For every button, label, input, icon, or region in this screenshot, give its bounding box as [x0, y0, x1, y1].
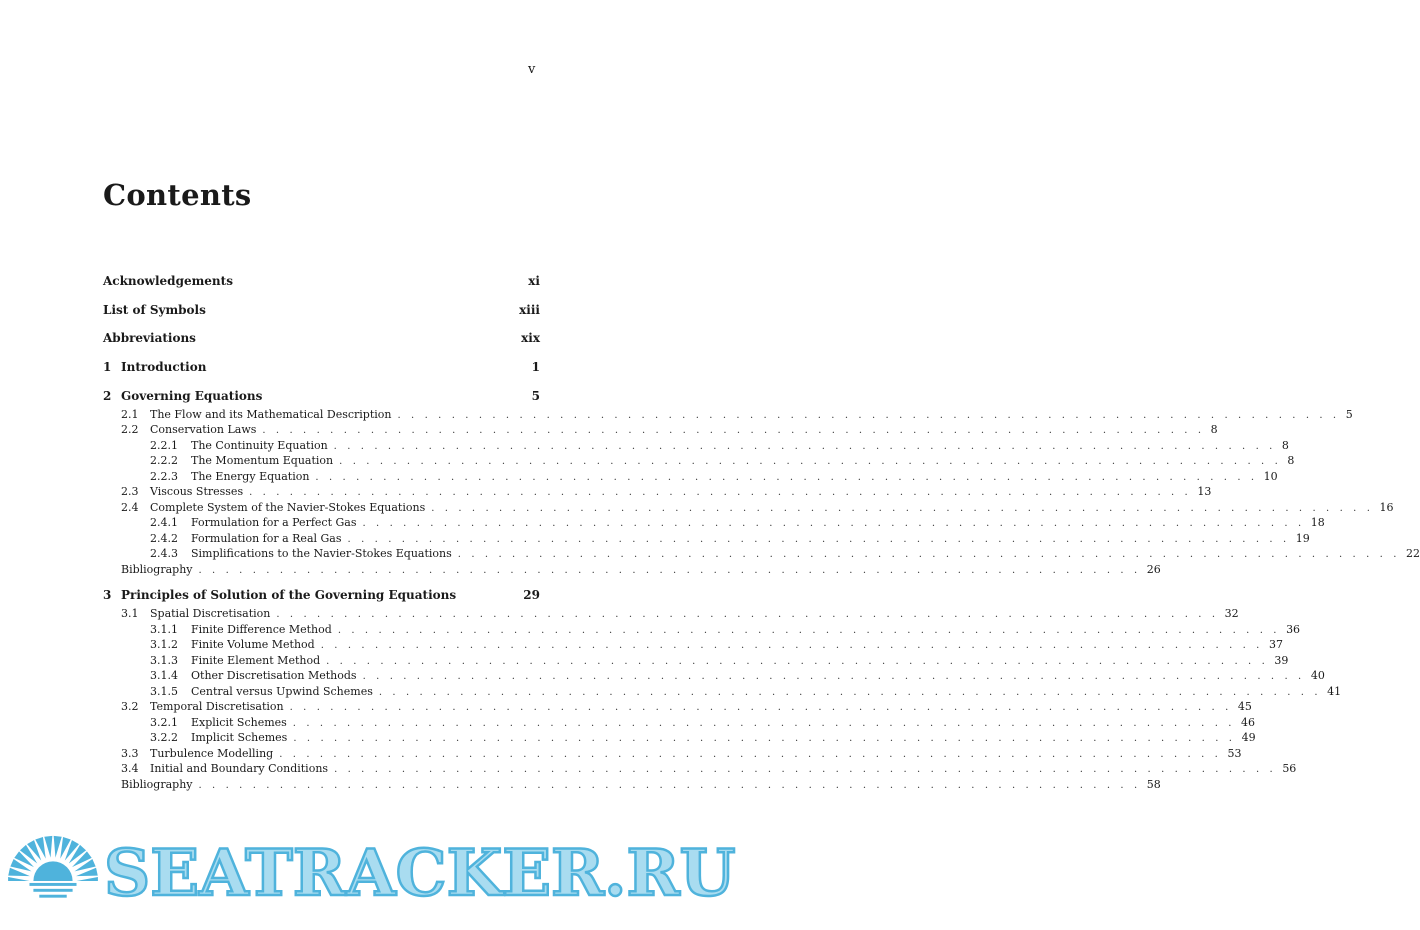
- toc-entry-page: 56: [1282, 762, 1297, 775]
- dot-leader: [290, 702, 1232, 713]
- toc-entry-label: Finite Difference Method: [191, 622, 332, 636]
- toc-entry-label: Governing Equations: [121, 388, 263, 403]
- toc-entry-subsection[interactable]: [103, 531, 1310, 548]
- toc-entry-page: 16: [1379, 500, 1394, 514]
- toc-entry-label: Simplifications to the Navier-Stokes Equations: [191, 547, 452, 560]
- dot-leader: [326, 656, 1268, 667]
- toc-entry-front[interactable]: [103, 331, 540, 360]
- toc-entry-page: 41: [1327, 684, 1342, 698]
- toc-entry-subsection[interactable]: [103, 638, 1283, 654]
- toc-entry-chapter[interactable]: [103, 360, 540, 379]
- page-number: v: [528, 62, 536, 77]
- toc-entry-number: 2: [103, 388, 112, 403]
- toc-entry-label: Explicit Schemes: [191, 715, 287, 729]
- sun-icon: [4, 832, 102, 930]
- watermark-text: SEATRACKER.RU: [104, 836, 736, 911]
- toc-entry-section[interactable]: [103, 700, 1252, 716]
- toc-entry-number: 3.1.5: [150, 684, 178, 698]
- toc-entry-page: 8: [1281, 438, 1289, 452]
- watermark: [0, 820, 736, 928]
- toc-entry-number: 2.2.2: [150, 454, 178, 467]
- toc-entry-page: 40: [1310, 669, 1325, 682]
- toc-entry-number: 3.1.2: [150, 638, 178, 651]
- dot-leader: [348, 534, 1290, 545]
- toc-entry-bib[interactable]: [103, 562, 1161, 579]
- toc-entry-number: 2.4.1: [150, 516, 178, 529]
- toc-entry-subsection[interactable]: [103, 653, 1289, 670]
- toc-entry-label: Central versus Upwind Schemes: [191, 684, 373, 698]
- toc-entry-page: xiii: [519, 302, 540, 317]
- dot-leader: [362, 518, 1304, 529]
- toc-entry-section[interactable]: [103, 423, 1218, 439]
- dot-leader: [334, 441, 1276, 452]
- toc-entry-bib[interactable]: [103, 777, 1161, 794]
- toc-entry-label: Acknowledgements: [103, 274, 233, 288]
- toc-entry-label: Formulation for a Perfect Gas: [191, 516, 357, 529]
- toc-entry-page: 29: [523, 588, 540, 602]
- dot-leader: [293, 733, 1235, 744]
- toc-entry-number: 3.1.3: [150, 653, 178, 667]
- toc-entry-number: 3.1.4: [150, 669, 178, 682]
- toc-entry-label: The Flow and its Mathematical Description: [150, 407, 392, 421]
- toc-entry-label: Complete System of the Navier-Stokes Equations: [150, 500, 426, 514]
- toc-entry-label: Temporal Discretisation: [150, 700, 284, 713]
- dot-leader: [321, 640, 1263, 651]
- dot-leader: [458, 549, 1400, 560]
- toc-entry-label: Bibliography: [121, 562, 193, 576]
- toc-entry-subsection[interactable]: [103, 622, 1301, 639]
- toc-entry-number: 2.4: [121, 500, 139, 514]
- dot-leader: [397, 410, 1339, 421]
- toc-entry-number: 3: [103, 588, 112, 602]
- dot-leader: [293, 718, 1235, 729]
- toc-entry-page: 45: [1237, 700, 1252, 713]
- toc-entry-section[interactable]: [103, 500, 1394, 517]
- dot-leader: [379, 687, 1321, 698]
- toc-entry-label: Principles of Solution of the Governing Equations: [121, 588, 457, 602]
- toc-entry-subsection[interactable]: [103, 715, 1256, 732]
- toc-entry-section[interactable]: [103, 762, 1297, 778]
- toc-entry-label: Formulation for a Real Gas: [191, 531, 342, 545]
- sun-ray: [44, 836, 52, 858]
- toc-entry-number: 2.2: [121, 423, 139, 436]
- dot-leader: [334, 764, 1276, 775]
- toc-entry-subsection[interactable]: [103, 516, 1325, 532]
- toc-entry-number: 2.2.1: [150, 438, 178, 452]
- toc-entry-page: 32: [1224, 607, 1239, 620]
- toc-entry-label: Bibliography: [121, 777, 193, 791]
- toc-entry-page: 26: [1146, 562, 1161, 576]
- toc-entry-subsection[interactable]: [103, 438, 1289, 455]
- toc-entry-subsection[interactable]: [103, 469, 1278, 486]
- toc-entry-page: 22: [1406, 547, 1420, 560]
- toc-entry-subsection[interactable]: [103, 684, 1342, 701]
- toc-entry-page: xix: [521, 331, 540, 345]
- toc-entry-label: The Continuity Equation: [191, 438, 328, 452]
- toc-entry-front[interactable]: [103, 274, 540, 303]
- dot-leader: [276, 609, 1218, 620]
- toc-entry-number: 3.1.1: [150, 622, 178, 636]
- toc-entry-label: Abbreviations: [103, 331, 196, 345]
- toc-entry-label: List of Symbols: [103, 302, 206, 317]
- toc-entry-page: 39: [1274, 653, 1289, 667]
- toc-entry-section[interactable]: [103, 485, 1212, 501]
- toc-entry-page: 53: [1227, 746, 1242, 760]
- toc-entry-subsection[interactable]: [103, 454, 1295, 470]
- toc-entry-page: xi: [528, 274, 540, 288]
- toc-entry-page: 49: [1241, 731, 1256, 744]
- toc-entry-page: 58: [1146, 777, 1161, 791]
- toc-entry-number: 2.4.2: [150, 531, 178, 545]
- dot-leader: [262, 425, 1204, 436]
- toc-entry-chapter[interactable]: [103, 389, 540, 408]
- toc-entry-subsection[interactable]: [103, 547, 1420, 563]
- toc-entry-section[interactable]: [103, 407, 1353, 424]
- toc-entry-section[interactable]: [103, 607, 1239, 623]
- toc-entry-label: Introduction: [121, 359, 207, 374]
- dot-leader: [199, 565, 1141, 576]
- toc-entry-number: 1: [103, 359, 112, 374]
- toc-entry-page: 37: [1268, 638, 1283, 651]
- toc-entry-page: 10: [1263, 469, 1278, 483]
- toc-entry-page: 19: [1295, 531, 1310, 545]
- dot-leader: [431, 503, 1373, 514]
- table-of-contents: [103, 274, 1420, 793]
- toc-entry-page: 36: [1286, 622, 1301, 636]
- toc-entry-number: 3.3: [121, 746, 139, 760]
- toc-entry-subsection[interactable]: [103, 731, 1256, 747]
- toc-entry-number: 3.4: [121, 762, 139, 775]
- toc-entry-label: Initial and Boundary Conditions: [150, 762, 329, 775]
- toc-entry-page: 5: [1345, 407, 1353, 421]
- toc-entry-page: 8: [1287, 454, 1295, 467]
- dot-leader: [249, 487, 1191, 498]
- toc-entry-page: 46: [1241, 715, 1256, 729]
- dot-leader: [339, 456, 1281, 467]
- toc-entry-subsection[interactable]: [103, 669, 1325, 685]
- toc-entry-page: 5: [531, 388, 540, 403]
- sun-ray: [54, 836, 62, 858]
- toc-entry-page: 8: [1210, 423, 1218, 436]
- toc-entry-number: 3.2.1: [150, 715, 178, 729]
- toc-entry-label: The Energy Equation: [191, 469, 310, 483]
- toc-entry-number: 2.1: [121, 407, 139, 421]
- toc-entry-label: Finite Volume Method: [191, 638, 315, 651]
- dot-leader: [363, 671, 1305, 682]
- toc-entry-page: 1: [531, 359, 540, 374]
- toc-entry-number: 3.2.2: [150, 731, 178, 744]
- dot-leader: [315, 472, 1257, 483]
- toc-entry-label: Implicit Schemes: [191, 731, 288, 744]
- toc-entry-number: 3.2: [121, 700, 139, 713]
- page-title: Contents: [103, 178, 252, 212]
- toc-entry-section[interactable]: [103, 746, 1242, 763]
- toc-entry-chapter[interactable]: [103, 588, 540, 607]
- toc-entry-label: Other Discretisation Methods: [191, 669, 357, 682]
- toc-entry-label: Turbulence Modelling: [150, 746, 274, 760]
- toc-entry-label: Finite Element Method: [191, 653, 321, 667]
- dot-leader: [279, 749, 1221, 760]
- toc-entry-label: Viscous Stresses: [150, 485, 244, 498]
- toc-entry-number: 2.2.3: [150, 469, 178, 483]
- toc-entry-label: Conservation Laws: [150, 423, 257, 436]
- toc-entry-label: Spatial Discretisation: [150, 607, 271, 620]
- toc-entry-page: 13: [1197, 485, 1212, 498]
- toc-entry-number: 2.3: [121, 485, 139, 498]
- toc-entry-number: 2.4.3: [150, 547, 178, 560]
- dot-leader: [199, 780, 1141, 791]
- toc-entry-page: 18: [1310, 516, 1325, 529]
- toc-entry-front[interactable]: [103, 303, 540, 332]
- toc-entry-label: The Momentum Equation: [191, 454, 334, 467]
- toc-entry-number: 3.1: [121, 607, 139, 620]
- dot-leader: [338, 625, 1280, 636]
